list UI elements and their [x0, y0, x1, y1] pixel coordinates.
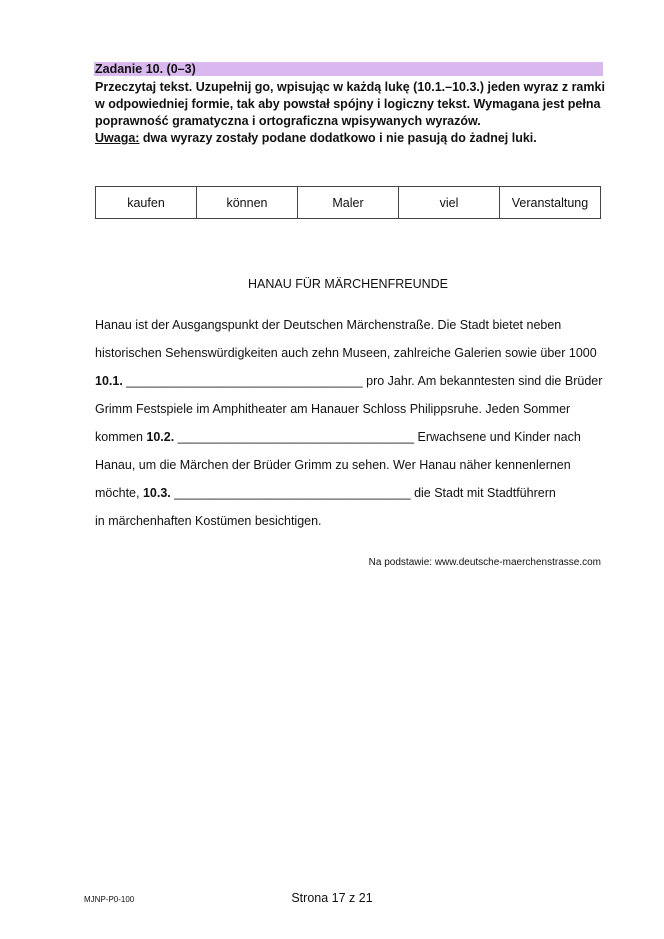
- instruction-text: Przeczytaj tekst. Uzupełnij go, wpisując w każdą lukę (10.1.–10.3.) jeden wyraz z ramki w odpowiedniej formie, tak aby powstał spójny i logiczny tekst. Wymagana jest pełna poprawność gramatyczna i ortograficzna wpisywanych wyrazów.: [95, 80, 605, 128]
- gap-blank-10-1[interactable]: __________________________________: [122, 374, 367, 388]
- task-header: Zadanie 10. (0–3): [94, 62, 603, 76]
- word-box: [95, 186, 601, 219]
- gap-blank-10-3[interactable]: __________________________________: [170, 486, 415, 500]
- text-line: [95, 374, 602, 388]
- text-line: Hanau, um die Märchen der Brüder Grimm zu sehen. Wer Hanau näher kennenlernen: [95, 458, 571, 472]
- gap-number: 10.1.: [95, 374, 123, 388]
- word-box-item: viel: [399, 187, 500, 219]
- text-line: [95, 430, 581, 444]
- page-number: Strona 17 z 21: [291, 891, 373, 905]
- text-segment: pro Jahr. Am bekanntesten sind die Brüder: [366, 374, 603, 388]
- text-segment: kommen: [95, 430, 147, 444]
- word-box-item: Veranstaltung: [500, 187, 601, 219]
- text-line: [95, 486, 556, 500]
- task-instructions: [95, 79, 605, 147]
- text-segment: möchte,: [95, 486, 143, 500]
- text-title: HANAU FÜR MÄRCHENFREUNDE: [247, 277, 448, 291]
- document-code: MJNP-P0-100: [84, 895, 135, 904]
- text-line: Grimm Festspiele im Amphitheater am Hanauer Schloss Philippsruhe. Jeden Sommer: [95, 402, 571, 416]
- gap-blank-10-2[interactable]: __________________________________: [174, 430, 418, 444]
- word-box-item: kaufen: [96, 187, 197, 219]
- text-line: Hanau ist der Ausgangspunkt der Deutschen Märchenstraße. Die Stadt bietet neben: [95, 318, 562, 332]
- gap-number: 10.3.: [142, 486, 171, 500]
- note-text: dwa wyrazy zostały podane dodatkowo i nie pasują do żadnej luki.: [139, 131, 537, 145]
- gap-number: 10.2.: [146, 430, 175, 444]
- text-line: historischen Sehenswürdigkeiten auch zehn Museen, zahlreiche Galerien sowie über 1000: [95, 346, 597, 360]
- note: [95, 130, 605, 147]
- note-label: Uwaga:: [95, 131, 140, 145]
- text-segment: Erwachsene und Kinder nach: [417, 430, 581, 444]
- word-box-item: Maler: [298, 187, 399, 219]
- text-segment: die Stadt mit Stadtführern: [414, 486, 556, 500]
- word-box-item: können: [197, 187, 298, 219]
- text-line: in märchenhaften Kostümen besichtigen.: [95, 514, 322, 528]
- source-note: Na podstawie: www.deutsche-maerchenstrasse.com: [368, 557, 601, 568]
